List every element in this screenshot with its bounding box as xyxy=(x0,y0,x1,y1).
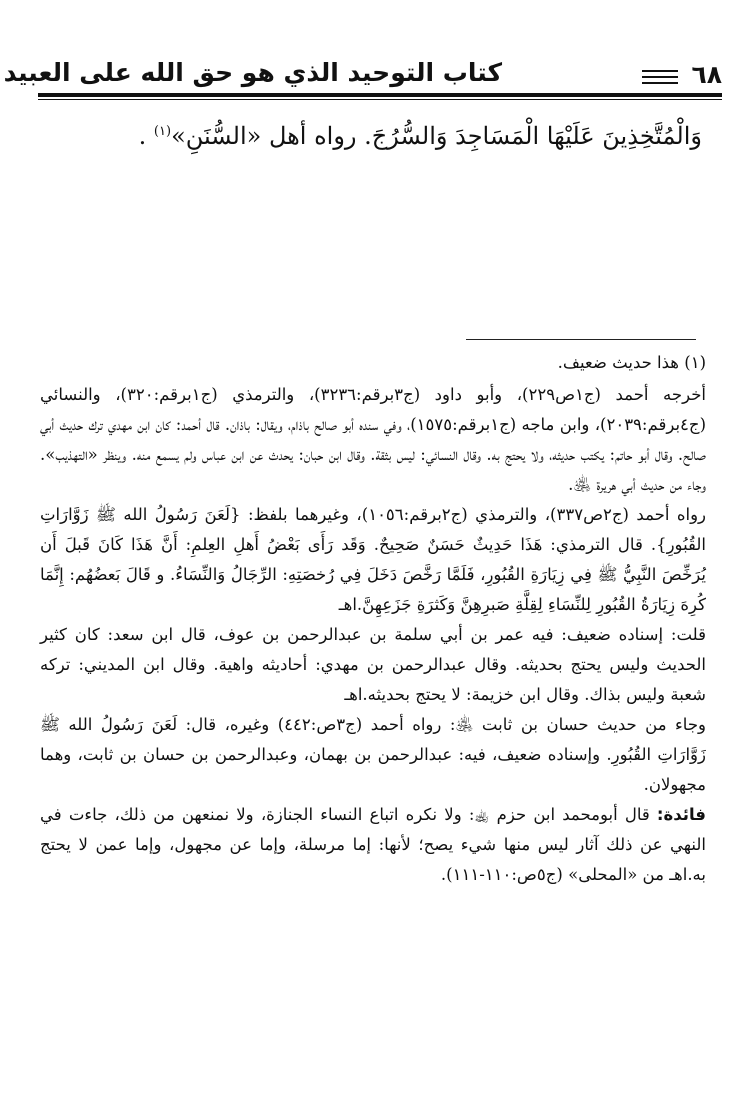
footnote-marker: (١) xyxy=(684,353,706,372)
book-title: كتاب التوحيد الذي هو حق الله على العبيد xyxy=(3,58,502,87)
footnote-paragraph-2: رواه أحمد (ج٢ص٣٣٧)، والترمذي (ج٢برقم:١٠٥٦)، وغيرهما بلفظ: {لَعَنَ رَسُولُ الله ﷺ زَوَّارَاتِ القُبُورِ}. قال الترمذي: هَذَا حَدِيثٌ حَسَنٌ صَحِيحٌ. وَقَد رَأَى بَعْضُ أَهلِ العِلمِ: أَنَّ هَذَا كَانَ قَبلَ أَن يُرَخِّصَ النَّبِيُّ ﷺ فِي زِيَارَةِ القُبُورِ، فَلَمَّا رَخَّصَ دَخَلَ فِي رُخصَتِهِ: الرِّجَالُ وَالنِّسَاءُ. و قَالَ بَعضُهُم: إِنَّمَا كُرِهَ زِيَارَةُ القُبُورِ لِلنِّسَاءِ لِقِلَّةِ صَبرِهِنَّ وَكَثرَةِ جَزَعِهِنَّ.اهـ xyxy=(40,505,707,614)
footnote-paragraph-1: أخرجه أحمد (ج١ص٢٢٩)، وأبو داود (ج٣برقم:٣٢٣٦)، والترمذي (ج١برقم:٣٢٠)، والنسائي (ج٤برقم:٢٠٣٩)، وابن ماجه (ج١برقم:١٥٧٥)، وفي سنده أبو صالح باذام، ويقال: باذان. قال أحمد: كان ابن مهدي ترك حديث أبي صالح. وقال أبو حاتم: يكتب حديثه، ولا يحتج به. وقال النسائي: ليس بثقة. وقال ابن حبان: يحدث عن ابن عباس ولم يسمع منه. وينظر «التهذيب». وجاء من حديث أبي هريرة ﵁. xyxy=(40,385,707,494)
header-rule-thin xyxy=(38,99,722,100)
footnote-first xyxy=(40,348,706,378)
main-text xyxy=(42,112,702,156)
page-number: ٦٨ xyxy=(691,60,722,89)
page-number-ornament xyxy=(642,70,678,88)
main-text-body: وَالْمُتَّخِذِينَ عَلَيْهَا الْمَسَاجِدَ وَالسُّرُجَ. رواه أهل «السُّنَنِ» xyxy=(171,122,702,150)
footnote-paragraph-4: وجاء من حديث حسان بن ثابت ﵁: رواه أحمد (ج٣ص:٤٤٢) وغيره، قال: لَعَنَ رَسُولُ الله ﷺ زَوَّارَاتِ القُبُورِ. وإسناده ضعيف، فيه: عبدالرحمن بن بهمان، وعبدالرحمن بن حسان بن ثابت، وهما مجهولان. xyxy=(40,715,706,794)
footnote-paragraph-3: قلت: إسناده ضعيف: فيه عمر بن أبي سلمة بن عبدالرحمن بن عوف، قال ابن سعد: كان كثير الحديث وليس يحتج بحديثه. وقال عبدالرحمن بن مهدي: أحاديثه واهية. وقال ابن المديني: تركه شعبة وليس بذاك. وقال ابن خزيمة: لا يحتج بحديثه.اهـ xyxy=(40,625,706,704)
faida-label: فائدة: xyxy=(656,805,706,824)
faida-text: قال أبومحمد ابن حزم ﵀: ولا نكره اتباع النساء الجنازة، ولا نمنعهن من ذلك، جاءت في النهي عن ذلك آثار ليس منها شيء يصح؛ لأنها: إما مرسلة، وإما عن مجهول، وإما عمن لا يحتج به.اهـ من «المحلى» (ج٥ص:١١٠-١١١). xyxy=(40,805,706,884)
header-rule xyxy=(38,93,722,97)
footnote-reference: (١) xyxy=(153,124,172,139)
footnotes xyxy=(40,348,706,890)
footnote-paragraph-5 xyxy=(40,800,706,890)
main-text-end: . xyxy=(138,122,154,150)
footnote-separator xyxy=(466,339,696,340)
page-header xyxy=(3,52,722,100)
footnote-grade: هذا حديث ضعيف. xyxy=(557,353,679,372)
